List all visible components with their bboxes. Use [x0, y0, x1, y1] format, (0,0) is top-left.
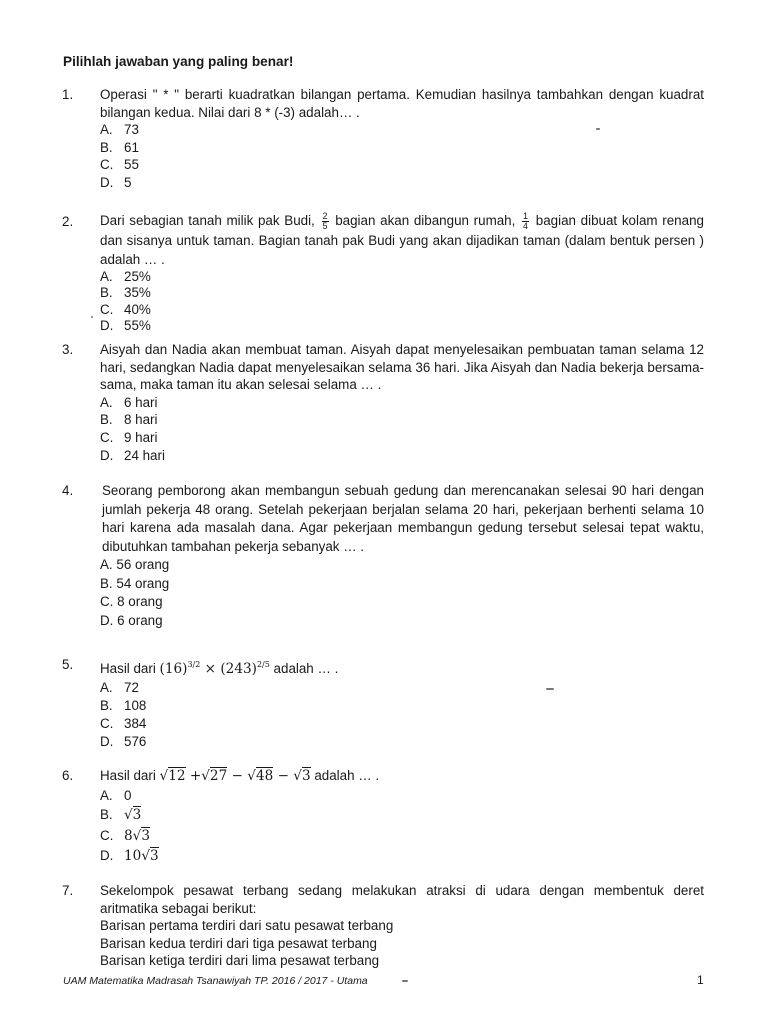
question-5 [62, 656, 704, 752]
expression: $(16)^{3/2} \times (243)^{2/5}$ [159, 660, 270, 677]
option-c: C. 8 orang [100, 594, 163, 610]
option-a: A. 6 hari [100, 394, 158, 410]
question-text: Hasil dari √12 +√27 − √48 − √3 adalah … . [100, 768, 380, 784]
expression: √12 +√27 − √48 − √3 [159, 768, 311, 784]
scan-speck [402, 980, 408, 982]
option-a: A. 72 [100, 679, 139, 695]
question-number: 2. [62, 214, 74, 229]
question-3 [62, 341, 704, 464]
question-6 [62, 767, 704, 867]
option-b: B. √3 [100, 807, 142, 824]
option-c: C. 8√3 [100, 827, 150, 844]
question-number: 7. [62, 883, 74, 898]
option-c: C. 40% [100, 301, 151, 317]
option-d: D. 24 hari [100, 447, 165, 463]
option-a: A. 25% [100, 268, 151, 284]
option-b: B. 61 [100, 139, 139, 155]
question-number: 5. [62, 657, 74, 672]
option-a: A. 0 [100, 787, 132, 803]
option-c: C. 9 hari [100, 429, 158, 445]
question-text: Aisyah dan Nadia akan membuat taman. Aisyah dapat menyelesaikan pembuatan taman selama 12 hari, sedangkan Nadia dapat menyelesaikan selama 36 hari. Jika Aisyah dan Nadia bekerja bersama-sama, maka taman itu akan selesai selama … . [100, 342, 704, 393]
instruction-heading: Pilihlah jawaban yang paling benar! [63, 54, 294, 69]
sequence-line-1: Barisan pertama terdiri dari satu pesawat terbang [100, 918, 394, 934]
question-text: Seorang pemborong akan membangun sebuah gedung dan merencanakan selesai 90 hari dengan jumlah pekerja 48 orang. Setelah pekerjaan berjalan selama 20 hari, pekerjaan berhenti selama 10 hari karena ada masalah dana. Agar pekerjaan membangun gedung tersebut selesai tepat waktu, dibutuhkan tambahan pekerja sebanyak … . [102, 483, 704, 554]
question-7 [62, 882, 704, 970]
scan-speck [596, 128, 600, 130]
question-4 [62, 482, 704, 630]
option-b: B. 108 [100, 697, 147, 713]
question-2 [62, 211, 704, 335]
option-b: B. 8 hari [100, 412, 158, 428]
option-d: D. 6 orang [100, 612, 163, 628]
question-number: 6. [62, 768, 74, 783]
question-text: Operasi " * " berarti kuadratkan bilangan pertama. Kemudian hasilnya tambahkan dengan kuadrat bilangan kedua. Nilai dari 8 * (-3) adalah… . [100, 87, 704, 120]
option-b: B. 54 orang [100, 575, 170, 591]
option-b: B. 35% [100, 285, 151, 301]
option-a: A. 73 [100, 122, 139, 138]
page-number: 1 [697, 973, 704, 987]
fraction-one-quarter: $\frac{1}{4}$ [523, 210, 529, 231]
sequence-line-3: Barisan ketiga terdiri dari lima pesawat terbang [100, 953, 380, 969]
question-1 [62, 86, 704, 192]
page-footer: UAM Matematika Madrasah Tsanawiyah TP. 2016 / 2017 - Utama [63, 975, 368, 987]
scan-speck [546, 688, 554, 690]
question-text: Sekelompok pesawat terbang sedang melakukan atraksi di udara dengan membentuk deret aritmatika sebagai berikut: [100, 883, 704, 916]
sequence-line-2: Barisan kedua terdiri dari tiga pesawat terbang [100, 935, 377, 951]
option-c: C. 384 [100, 716, 147, 732]
question-text: Dari sebagian tanah milik pak Budi, $\frac{2}{5}$ bagian akan dibangun rumah, $\frac{1}{4}$ bagian dibuat kolam renang dan sisanya untuk taman. Bagian tanah pak Budi yang akan dijadikan taman (dalam bentuk persen ) adalah … . [100, 210, 704, 267]
question-number: 1. [62, 87, 74, 102]
question-number: 3. [62, 342, 74, 357]
option-d: D. 55% [100, 318, 151, 334]
option-d: D. 576 [100, 734, 147, 750]
option-d: D. 10√3 [100, 848, 159, 865]
question-number: 4. [62, 483, 74, 498]
option-a: A. 56 orang [100, 557, 170, 572]
question-text: Hasil dari $(16)^{3/2} \times (243)^{2/5}$ adalah … . [100, 660, 339, 677]
scan-speck [91, 316, 93, 318]
option-c: C. 55 [100, 157, 139, 173]
fraction-two-fifths: $\frac{2}{5}$ [322, 210, 328, 231]
option-d: D. 5 [100, 174, 132, 190]
